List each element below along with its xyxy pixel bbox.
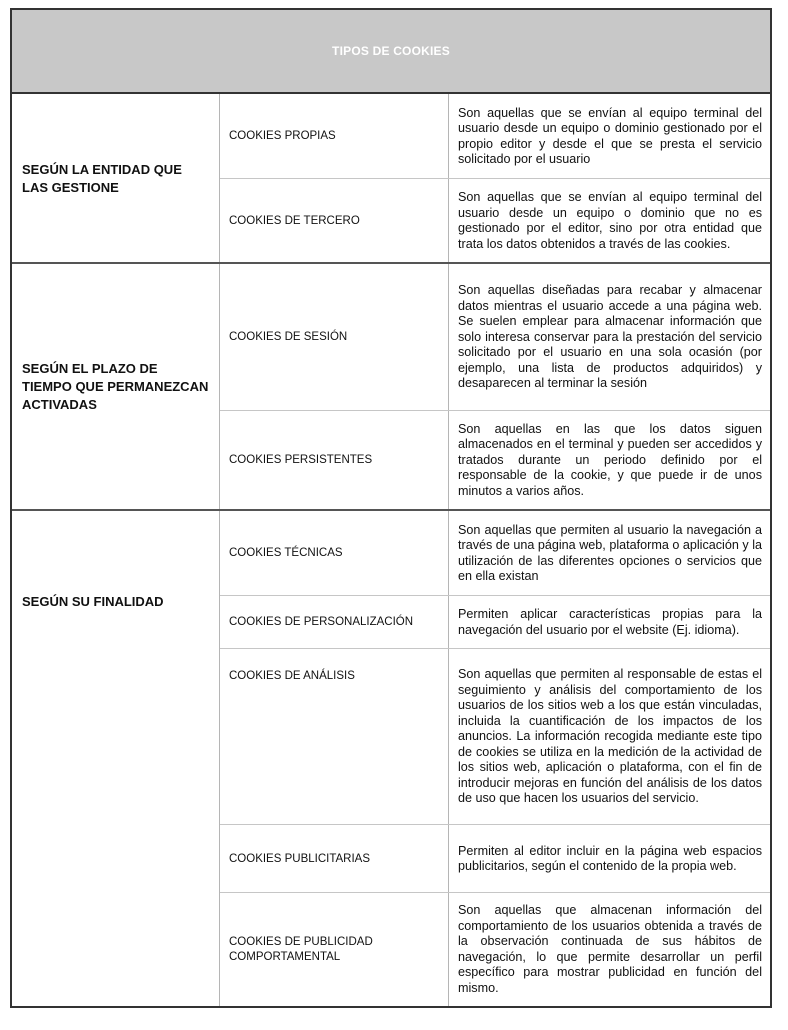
type-label: COOKIES PROPIAS [229, 130, 336, 142]
description-text: Son aquellas en las que los datos siguen almacenados en el terminal y pueden ser accedidos y tratados durante un periodo definido por el responsable de la cookie, y que puede ir de unos minutos a varios años. [458, 421, 762, 498]
description-cookies-persistentes [449, 411, 770, 510]
category-label: SEGÚN EL PLAZO DE TIEMPO QUE PERMANEZCAN ACTIVADAS [22, 361, 209, 412]
description-cookies-de-personalizacion [449, 596, 770, 649]
description-cookies-de-tercero [449, 179, 770, 263]
description-cookies-propias [449, 94, 770, 179]
table-title: TIPOS DE COOKIES [332, 44, 450, 58]
description-cookies-publicitarias [449, 825, 770, 893]
cookies-table [10, 8, 772, 1008]
category-entity [12, 94, 220, 263]
category-purpose-continued [12, 692, 220, 1006]
description-text: Son aquellas diseñadas para recabar y almacenar datos mientras el usuario accede a una página web. Se suelen emplear para almacenar información que solo interesa conservar para la prestación del servicio solicitado por el usuario en una sola ocasión (por ejemplo, una lista de productos adquiridos) y desaparecen al terminar la sesión [458, 283, 762, 391]
type-cookies-publicitarias [220, 825, 449, 893]
description-cookies-de-sesion [449, 264, 770, 411]
type-label: COOKIES DE PUBLICIDAD COMPORTAMENTAL [229, 935, 373, 963]
type-label: COOKIES TÉCNICAS [229, 547, 343, 559]
description-text: Son aquellas que permiten al usuario la navegación a través de una página web, plataforma o aplicación y la utilización de las diferentes opciones o servicios que en ella existan [458, 522, 762, 583]
type-cookies-tecnicas [220, 511, 449, 596]
description-text: Permiten aplicar características propias para la navegación del usuario por el website (Ej. idioma). [458, 607, 762, 637]
type-label: COOKIES PUBLICITARIAS [229, 852, 371, 865]
type-label: COOKIES DE SESIÓN [229, 331, 348, 343]
category-duration [12, 264, 220, 510]
type-label: COOKIES DE ANÁLISIS [229, 670, 355, 682]
type-cookies-de-sesion [220, 264, 449, 411]
description-cookies-tecnicas [449, 511, 770, 596]
description-cookies-de-publicidad-comportamental [449, 893, 770, 1006]
category-purpose [12, 511, 220, 692]
type-cookies-de-tercero [220, 179, 449, 263]
type-cookies-propias [220, 94, 449, 179]
table-header [12, 10, 770, 94]
type-cookies-de-analisis [220, 649, 449, 825]
description-text: Son aquellas que se envían al equipo terminal del usuario desde un equipo o dominio que no es gestionado por el editor, sino por otra entidad que trata los datos obtenidos a través de las cookies. [458, 190, 762, 251]
type-cookies-de-publicidad-comportamental [220, 893, 449, 1006]
description-text: Son aquellas que se envían al equipo terminal del usuario desde un equipo o dominio gestionado por el propio editor y desde el que se presta el servicio solicitado por el usuario [458, 105, 762, 166]
type-label: COOKIES PERSISTENTES [229, 454, 373, 466]
description-text: Son aquellas que permiten al responsable de estas el seguimiento y análisis del comportamiento de los usuarios de los sitios web a los que están vinculadas, incluida la cuantificación de los impactos de los anuncios. La información recogida mediante este tipo de cookies se utiliza en la medición de la actividad de los sitios web, aplicación o plataforma, con el fin de introducir mejoras en función del análisis de los datos de uso que hacen los usuarios del servicio. [458, 667, 762, 806]
description-text: Permiten al editor incluir en la página web espacios publicitarios, según el contenido de la propia web. [458, 843, 762, 873]
type-cookies-de-personalizacion [220, 596, 449, 649]
category-label: SEGÚN SU FINALIDAD [22, 593, 164, 609]
description-text: Son aquellas que almacenan información del comportamiento de los usuarios obtenida a través de la observación continuada de sus hábitos de navegación, lo que permite desarrollar un perfil específico para mostrar publicidad en función del mismo. [458, 903, 762, 995]
type-cookies-persistentes [220, 411, 449, 510]
type-label: COOKIES DE TERCERO [229, 214, 360, 227]
type-label: COOKIES DE PERSONALIZACIÓN [229, 616, 414, 628]
description-cookies-de-analisis [449, 649, 770, 825]
category-label: SEGÚN LA ENTIDAD QUE LAS GESTIONE [22, 161, 182, 195]
